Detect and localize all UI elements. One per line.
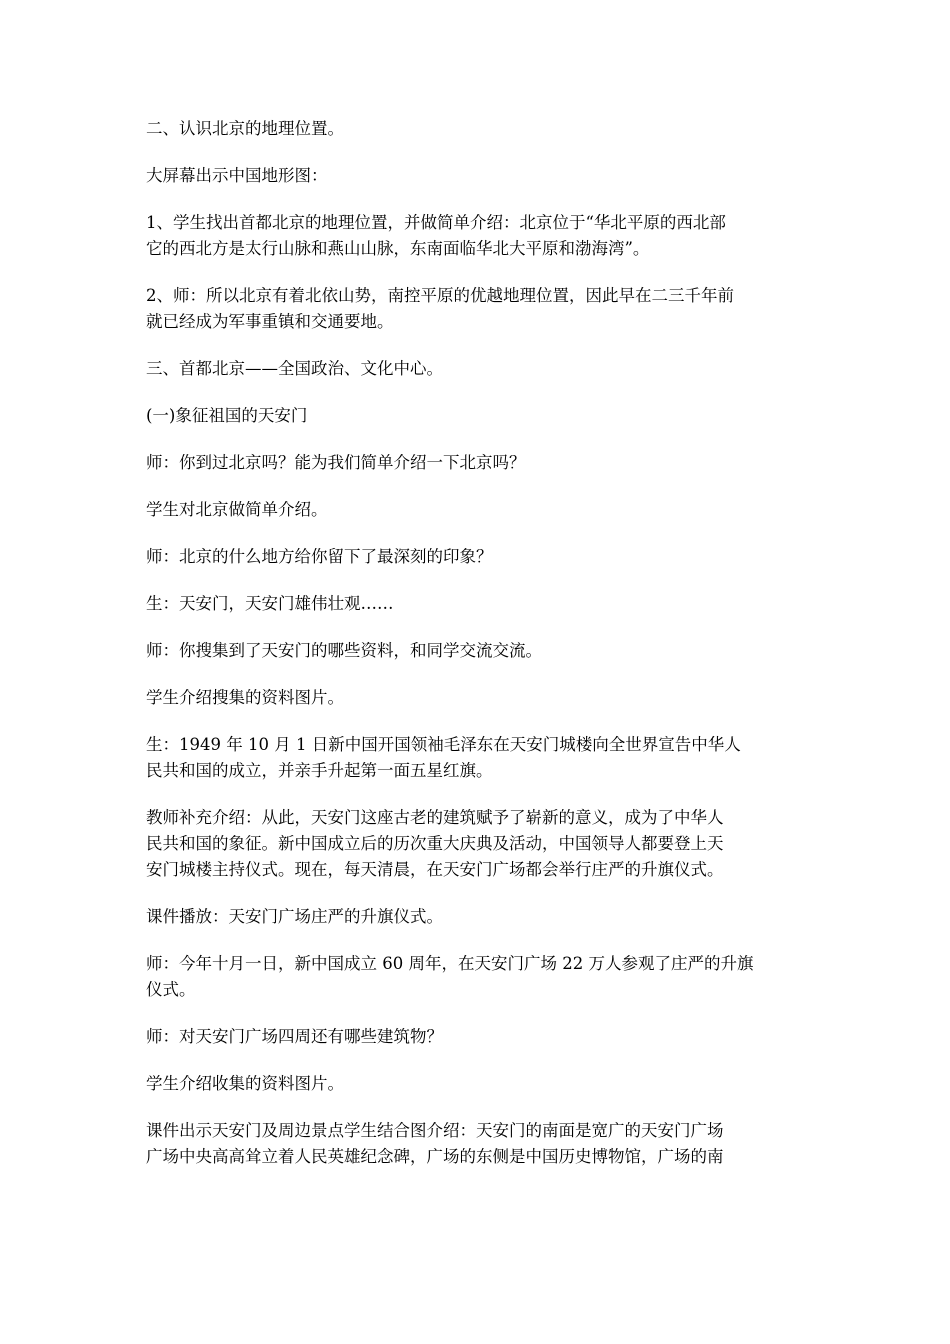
paragraph — [146, 1118, 816, 1170]
paragraph — [146, 904, 816, 930]
text-line: 安门城楼主持仪式。现在，每天清晨，在天安门广场都会举行庄严的升旗仪式。 — [146, 860, 724, 879]
paragraph — [146, 450, 816, 476]
text-line: 就已经成为军事重镇和交通要地。 — [146, 312, 394, 331]
text-line: 三、首都北京——全国政治、文化中心。 — [146, 359, 443, 378]
text-line: 师：你搜集到了天安门的哪些资料，和同学交流交流。 — [146, 641, 542, 660]
text-line: 广场中央高高耸立着人民英雄纪念碑，广场的东侧是中国历史博物馆，广场的南 — [146, 1147, 724, 1166]
text-line: 2、师：所以北京有着北依山势，南控平原的优越地理位置，因此早在二三千年前 — [146, 286, 734, 305]
paragraph — [146, 805, 816, 883]
paragraph — [146, 638, 816, 664]
paragraph — [146, 1024, 816, 1050]
text-line: 它的西北方是太行山脉和燕山山脉，东南面临华北大平原和渤海湾”。 — [146, 239, 650, 258]
paragraph — [146, 356, 816, 382]
paragraph — [146, 951, 816, 1003]
text-line: 课件出示天安门及周边景点学生结合图介绍：天安门的南面是宽广的天安门广场 — [146, 1121, 724, 1140]
text-line: 生：1949 年 10 月 1 日新中国开国领袖毛泽东在天安门城楼向全世界宣告中华人 — [146, 735, 741, 754]
text-line: 民共和国的成立，并亲手升起第一面五星红旗。 — [146, 761, 493, 780]
paragraph — [146, 210, 816, 262]
text-line: 学生对北京做简单介绍。 — [146, 500, 328, 519]
text-line: 教师补充介绍：从此，天安门这座古老的建筑赋予了崭新的意义，成为了中华人 — [146, 808, 724, 827]
text-line: 仪式。 — [146, 980, 196, 999]
text-line: 大屏幕出示中国地形图： — [146, 166, 328, 185]
paragraph — [146, 732, 816, 784]
text-line: 学生介绍收集的资料图片。 — [146, 1074, 344, 1093]
paragraph — [146, 403, 816, 429]
text-line: 生：天安门，天安门雄伟壮观…… — [146, 594, 394, 613]
paragraph — [146, 497, 816, 523]
text-line: (一)象征祖国的天安门 — [146, 406, 308, 425]
text-line: 师：北京的什么地方给你留下了最深刻的印象？ — [146, 547, 493, 566]
text-line: 1、学生找出首都北京的地理位置，并做简单介绍：北京位于“华北平原的西北部 — [146, 213, 726, 232]
paragraph — [146, 163, 816, 189]
text-line: 师：对天安门广场四周还有哪些建筑物？ — [146, 1027, 443, 1046]
paragraph — [146, 1071, 816, 1097]
text-line: 课件播放：天安门广场庄严的升旗仪式。 — [146, 907, 443, 926]
text-line: 师：今年十月一日，新中国成立 60 周年，在天安门广场 22 万人参观了庄严的升旗 — [146, 954, 754, 973]
paragraph — [146, 116, 816, 142]
text-line: 学生介绍搜集的资料图片。 — [146, 688, 344, 707]
paragraph — [146, 685, 816, 711]
paragraph — [146, 591, 816, 617]
paragraph — [146, 283, 816, 335]
text-line: 民共和国的象征。新中国成立后的历次重大庆典及活动，中国领导人都要登上天 — [146, 834, 724, 853]
document-page — [146, 116, 816, 1191]
text-line: 师：你到过北京吗？能为我们简单介绍一下北京吗？ — [146, 453, 526, 472]
paragraph — [146, 544, 816, 570]
text-line: 二、认识北京的地理位置。 — [146, 119, 344, 138]
